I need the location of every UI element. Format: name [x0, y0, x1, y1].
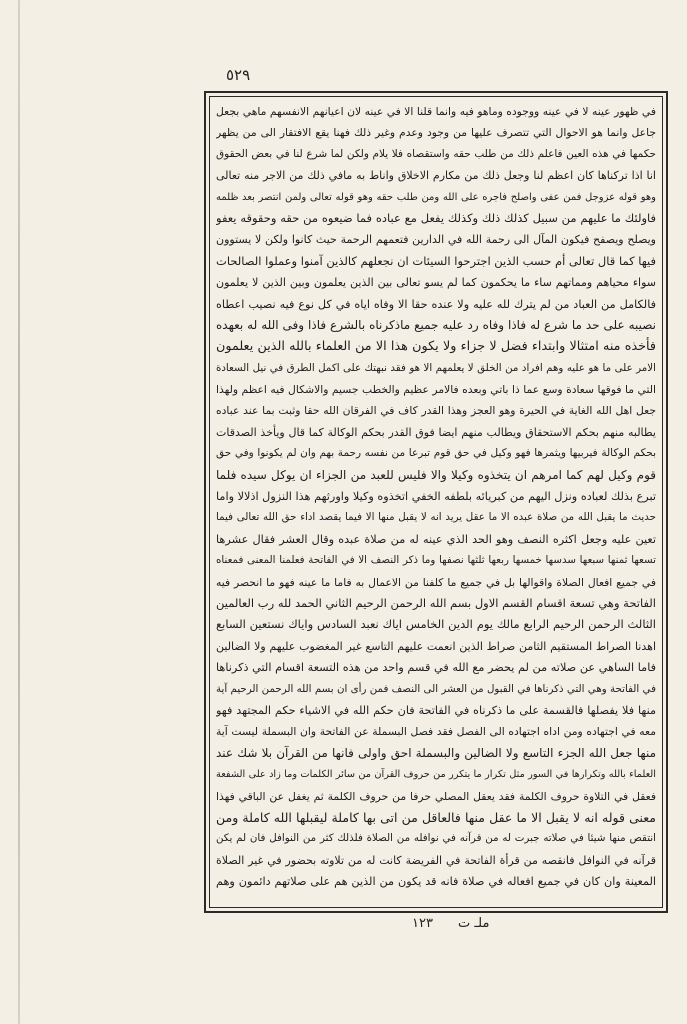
main-text-block [216, 101, 656, 903]
text-line: اهدنا الصراط المستقيم الثامن صراط الذين انعمت عليهم التاسع غير المغضوب عليهم ولا الضالين [216, 639, 656, 653]
text-line: معنى قوله انه لا يقبل الا ما عقل منها فالعاقل من اتى بها كاملة ليقبلها الله كاملة ومن [216, 809, 656, 825]
text-line: انا اذا تركناها كان اعظم لنا وجعل ذلك من مكارم الاخلاق واناط به مافي ذلك من الاجر منه تعالى [216, 169, 656, 183]
text-line: ويصلح ويصفح فيكون المآل الى رحمة الله في الدارين فتعمهم الرحمة حيث كانوا ولكن لا يستوون [216, 233, 656, 247]
text-line: فاما الساهي عن صلاته من لم يحضر مع الله في قسم واحد من هذه التسعة اقسام التي ذكرناها [216, 661, 656, 675]
page-footer [0, 914, 687, 934]
text-line: قرآنه في النوافل فانقصه من قرأة الفاتحة في الفريضة كانت له من تلاوته بحضور في غير الصلاة [216, 853, 656, 867]
text-line: تبرع بذلك لعباده ونزل اليهم من كبريائه بلطفه الخفي اتخذوه وكيلا واورثهم هذا النزول اذلالا واما [216, 490, 656, 504]
text-line: حكمها في هذه العين فاعلم ذلك من طلب حقه واستقصاه فلا يلام ولكن لما شرع لنا في بعض الحقوق [216, 147, 656, 160]
text-line: فالكامل من العباد من لم يترك لله عليه ولا عنده حقا الا وفاه اياه في كل نوع فيه نصيب اعطاه [216, 297, 656, 311]
text-line: منها فلا يفصلها فالقسمة على ما ذكرناه في الفاتحة فان حكم الله في الاشياء حكم المجتهد فهو [216, 703, 656, 717]
footer-number: ١٢٣ [412, 916, 433, 931]
page-binding-edge [18, 0, 20, 1024]
text-frame-outer-border [204, 91, 668, 913]
text-line: جاعل وانما هو الاحوال التي تتصرف عليها من وجود وعدم وغير ذلك فهنا يقع الافتقار الى من يظهر [216, 126, 656, 140]
signature-mark: ملـ ت [458, 916, 490, 931]
text-line: تعين عليه وجعل اكثره النصف وهو الحد الذي عينه له من صلاة عبده وقال العشر فقال عشرها [216, 532, 656, 546]
text-line: حديث ما يقبل الله من صلاة عبده الا ما عقل يريد انه لا يقبل منها الا فيما يقصد اداء حق الله تعالى فيما [216, 511, 656, 524]
text-line: منها جعل الله الجزء التاسع ولا الضالين والبسملة احق واولى فانها من القرآن بلا شك عند [216, 745, 656, 760]
text-frame-inner-border [209, 96, 663, 908]
text-line: بحكم الوكالة فيربيها ويثمرها فهو وكيل في حق قوم تبرعا من نفسه رحمة بهم وان لم يكونوا وفي حق [216, 447, 656, 460]
text-line: فاولئك ما عليهم من سبيل كذلك ذلك وكذلك يفعل مع عباده فما ضيعوه من حقه وحقوقه يعفو [216, 210, 656, 225]
text-line: قوم وكيل لهم كما امرهم ان يتخذوه وكيلا والا فليس للعبد من الجزاء ان يوكل سيده فلما [216, 467, 656, 482]
text-line: الامر على ما هو عليه وهم افراد من الخلق لا يعلمهم الا هو فقد نبهتك على اكمل الطرق في نيل السعادة [216, 361, 656, 374]
text-line: معه في اجتهاده ومن اداه اجتهاده الى الفصل فقد فصل البسملة عن الفاتحة وان البسملة ليست آية [216, 725, 656, 739]
text-line: فعقل في التلاوة حروف الكلمة فقد يعقل المصلي حرفا من حروف الكلمة ثم يغفل عن الباقي فهذا [216, 789, 656, 803]
text-line: نصيبه على حد ما شرع له فاذا وفاه رد عليه جميع ماذكرناه بالشرع فاذا وفى الله له بعهده [216, 317, 656, 332]
text-line: انتقص منها شيئا في صلاته جبرت له من قرآنه في نوافله من الصلاة فلذلك كثر من النوافل فان لم يكن [216, 832, 656, 845]
text-line: الثالث الرحمن الرحيم الرابع مالك يوم الدين الخامس اياك نعبد السادس واياك نستعين السابع [216, 617, 656, 632]
text-line: وهو قوله عزوجل فمن عفى واصلح فاجره على الله ومن طلب حقه وهو قوله تعالى ولمن انتصر بعد ظلمه [216, 191, 656, 203]
text-line: فأخذه منه امتثالا وابتداء فضل لا جزاء ولا يكون هذا الا من العلماء بالله الذين يعلمون [216, 339, 656, 355]
text-line: في جميع افعال الصلاة واقوالها بل في جميع ما كلفنا من الاعمال به فاما ما عينه فهو ما انحصر فيه [216, 575, 656, 589]
text-line: سواء محياهم ومماتهم ساء ما يحكمون كما لم يسو تعالى بين الذين يعلمون وبين الذين لا يعلمون [216, 276, 656, 290]
text-line: المعينة وان كان في جميع افعاله في صلاة فانه قد يكون من الذين هم على صلاتهم دائمون وهم [216, 875, 656, 889]
text-line: الفاتحة وهي تسعة اقسام القسم الاول بسم الله الرحمن الرحيم الثاني الحمد لله رب العالمين [216, 595, 656, 610]
text-line: فيها كما قال تعالى أم حسب الذين اجترحوا السيئات ان نجعلهم كالذين آمنوا وعملوا الصالحات [216, 253, 656, 268]
text-line: العلماء بالله وتكرارها في السور مثل تكرار ما يتكرر من حروف القرآن من سائر الكلمات وما زاد على الشفعة [216, 769, 656, 781]
text-line: جعل اهل الله الغاية في الحيرة وهو العجز وهذا القدر كاف في الفرقان الله حقا وثبت بما عند عباده [216, 404, 656, 418]
text-line: في الفاتحة وهي التي ذكرناها في القبول من العشر الى النصف فمن رأى ان بسم الله الرحمن الرحيم آية [216, 682, 656, 695]
text-line: التي ما فوقها سعادة وسع عما ذا باتي وبعده فالامر عظيم والخطب جسيم والاشكال فيه اعظم ولهذا [216, 383, 656, 397]
text-line: في ظهور عينه لا في عينه ووجوده وماهو فيه وانما قلنا الا في عينه لان اعيانهم الانفسهم ماهي بجعل [216, 105, 656, 118]
text-line: تسعها ثمنها سبعها سدسها خمسها ربعها ثلثها نصفها وما ذكر النصف الا في الفاتحة فعلمنا المعنى فمعناه [216, 554, 656, 567]
text-line: يطالبه منهم بحكم الاستحقاق ويطالب منهم ايضا فوق القدر بحكم الوكالة كما قال ويأخذ الصدقات [216, 425, 656, 439]
page-number: ٥٢٩ [226, 66, 251, 84]
